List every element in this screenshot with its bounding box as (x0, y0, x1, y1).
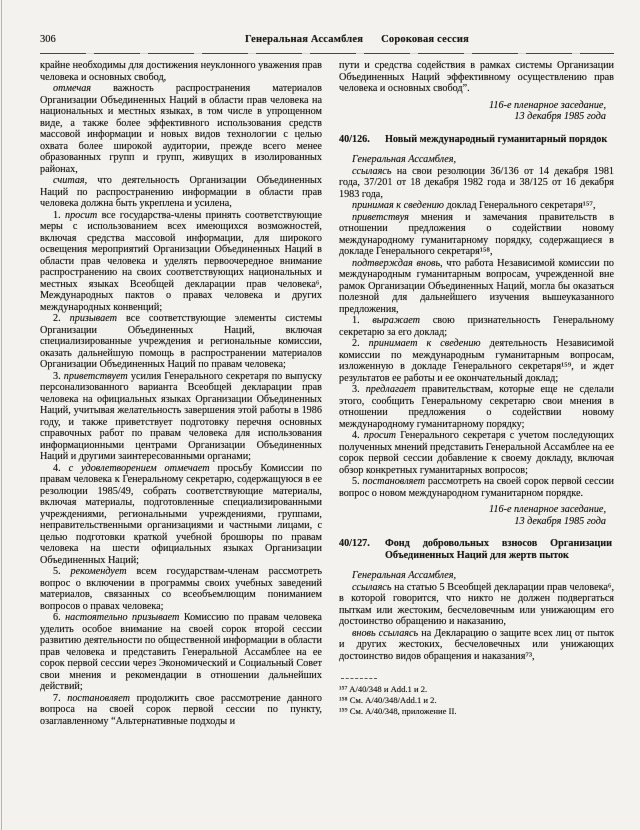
paragraph-text: все государства-члены принять соответствующие меры с использованием всех имеющихся возможностей, включая средства массовой информации, для широкого освещения мероприятий Организации Объединенных Наций в области прав человека и уделять первоочередное внимание распространению на своих соответствующих национальных и местных языках Всеобщей декларации прав человека⁶, Международных пактов о правах человека и других международных конвенций; (40, 209, 322, 313)
paragraph-lead: принимая к сведению (351, 200, 444, 211)
paragraph (339, 212, 614, 258)
footnote-separator (341, 678, 377, 679)
paragraph-number: 6. (53, 612, 61, 623)
paragraph (339, 60, 614, 95)
footnote-text: A/40/348 и Add.1 и 2. (349, 684, 428, 694)
session-note-line2: 13 декабря 1985 года (514, 515, 606, 527)
paragraph (40, 175, 322, 210)
paragraph-text: что деятельность Организации Объединенных Наций по распространению информации в области прав человека должна быть укреплена и усилена, (40, 175, 322, 209)
paragraph-number: 2. (351, 338, 360, 349)
paragraph (339, 258, 614, 316)
paragraph-number: 2. (53, 313, 61, 324)
paragraph-number: 1. (53, 209, 61, 221)
paragraph (339, 384, 614, 430)
paragraph-lead: ссылаясь (351, 165, 392, 177)
paragraph-number: 5. (53, 566, 61, 577)
paragraph-text: Комиссию по правам человека уделить особое внимание на своей сорок второй сессии развитию деятельности по общественной информации в области прав человека и представить Генеральной Ассамблее на ее сорок первой сессии через Экономический и Социальный Совет свои мнения и рекомендации в отношении дальнейших действий; (40, 612, 322, 692)
paragraph-lead: выражает (372, 315, 421, 326)
paragraph-lead: просит (64, 209, 98, 221)
footnote (339, 706, 614, 717)
header-rule (40, 53, 614, 54)
paragraph-text: на свои резолюции 36/136 от 14 декабря 1981 года, 37/201 от 18 декабря 1982 года и 38/125 от 16 декабря 1983 года, (338, 165, 615, 200)
resolution-title: Новый международный гуманитарный порядок (384, 133, 608, 145)
paragraph-number: 7. (53, 692, 61, 704)
paragraph-text: важность распространения материалов Организации Объединенных Наций в области прав человека на национальных и местных языках, в том числе в упрощенном виде, а также более эффективного использования средств массовой информации и новых видов технологии с целью охвата более широкой аудитории, прежде всего менее образованных групп и групп, живущих в изолированных районах, (40, 83, 322, 175)
paragraph (40, 566, 322, 612)
session-note-line1: 116-е пленарное заседание, (489, 99, 606, 111)
paragraph-text: все соответствующие элементы системы Организации Объединенных Наций, включая специализированные учреждения и региональные комиссии, оказать дальнейшую помощь в распространении материалов Организации Объединенных Наций по правам человека; (40, 313, 322, 370)
paragraph-text: Генерального секретаря с учетом последующих полученных мнений представить Генеральной Ассамблее на ее сорок первой сессии добавление к своему докладу, включая обзор конкретных гуманитарных вопросов; (338, 430, 615, 476)
running-head (160, 34, 554, 45)
paragraph-lead: считая, (53, 175, 88, 186)
paragraph (40, 612, 322, 693)
session-note (339, 100, 614, 123)
paragraph-text: мнения и замечания правительств в отношении предложения о содействии новому международному гуманитарному порядку, содержащиеся в докладе Генерального секретаря¹⁵⁸, (338, 211, 615, 257)
paragraph-text: доклад Генерального секретаря¹⁵⁷, (446, 200, 596, 211)
paragraph-text: всем государствам-членам рассмотреть вопрос о включении в программы своих учебных заведений материалов, связанных со всеобъемлющим пониманием вопросов о правах человека; (40, 566, 322, 612)
running-head-right: Сороковая сессия (381, 34, 469, 45)
paragraph-text: на статью 5 Всеобщей декларации прав человека⁶, в которой говорится, что никто не должен подвергаться пыткам или жестоким, бесчеловечным или унижающим его достоинство обращению и наказанию, (338, 581, 615, 627)
paragraph-number: 3. (351, 384, 360, 395)
footnotes (339, 678, 614, 717)
paragraph: Генеральная Ассамблея, (351, 570, 457, 581)
page-number: 306 (40, 34, 56, 45)
page-header (40, 34, 614, 49)
paragraph (40, 463, 322, 567)
paragraph-lead: призывает (69, 313, 117, 324)
paragraph-text: деятельность Независимой комиссии по международным гуманитарным вопросам, изложенную в докладе Генерального секретаря¹⁵⁹, и ждет результатов ее работы и ее окончательный доклад; (338, 338, 615, 384)
paragraph-number: 4. (53, 462, 61, 474)
paragraph-lead: с удовлетворением отмечает (68, 462, 210, 474)
footnote (339, 695, 614, 706)
two-column-text (40, 60, 614, 727)
paragraph (339, 582, 614, 628)
paragraph (40, 83, 322, 175)
paragraph-lead: предлагает (365, 384, 416, 395)
paragraph-text: рассмотреть на своей сорок первой сессии вопрос о новом международном гуманитарном порядке. (338, 476, 614, 499)
paragraph-text: крайне необходимы для достижения неуклонного уважения прав человека и основных свобод, (40, 60, 322, 83)
paragraph (339, 166, 614, 201)
paragraph-lead: отмечая (53, 83, 92, 94)
footnote-text: См. A/40/348/Add.1 и 2. (349, 695, 437, 705)
paragraph-text: просьбу Комиссии по правам человека к Генеральному секретарю, содержащуюся в ее резолюции 1985/49, собрать соответствующие материалы, включая материалы, подготовленные специализированными учреждениями, региональными учреждениями, группами, неправительственными организациями и частными лицами, с целью подготовки краткой учебной брошюры по правам человека на шести официальных языках Организации Объединенных Наций; (40, 462, 322, 566)
resolution-number: 40/127. (338, 538, 370, 549)
paragraph (339, 430, 614, 476)
paragraph-lead: постановляет (362, 476, 426, 487)
footnote-text: См. A/40/348, приложение II. (349, 706, 457, 716)
paragraph-lead: постановляет (67, 692, 131, 704)
resolution-title: Фонд добровольных взносов Организации Объединенных Наций для жертв пыток (384, 538, 612, 561)
paragraph-lead: рекомендует (70, 566, 127, 577)
footnote-marker: ¹⁵⁸ (338, 695, 348, 705)
paragraph (40, 371, 322, 463)
paragraph-lead: настоятельно призывает (65, 612, 180, 623)
running-head-left: Генеральная Ассамблея (245, 34, 364, 45)
paragraph-text: продолжить свое рассмотрение данного вопроса на своей сорок первой сессии по пункту, озаглавленному “Альтернативные подходы и (40, 692, 322, 727)
paragraph-lead: подтверждая вновь, (351, 257, 443, 269)
session-note-line1: 116-е пленарное заседание, (489, 504, 606, 515)
paragraph-text: свою признательность Генеральному секретарю за его доклад; (338, 315, 614, 338)
paragraph (40, 313, 322, 371)
resolution-heading (339, 134, 614, 146)
left-column (40, 60, 322, 727)
paragraph-lead: ссылаясь (351, 581, 392, 593)
paragraph (40, 60, 322, 83)
scan-edge-artifact (1, 0, 2, 830)
session-note (339, 504, 614, 527)
paragraph (339, 315, 614, 338)
session-note-line2: 13 декабря 1985 года (514, 111, 606, 122)
paragraph (40, 693, 322, 728)
paragraph-text: пути и средства содействия в рамках системы Организации Объединенных Наций эффективному осуществлению прав человека и основных свобод”. (338, 60, 614, 94)
paragraph (40, 210, 322, 314)
paragraph-text: на Декларацию о защите всех лиц от пыток и других жестоких, бесчеловечных или унижающих достоинство видов обращения и наказания⁷³, (338, 627, 614, 662)
paragraph-text: правительствам, которые еще не сделали этого, сообщить Генеральному секретарю свои мнения в отношении предложения о содействии новому международному гуманитарному порядку; (338, 384, 615, 430)
paragraph-number: 5. (351, 476, 360, 487)
paragraph-lead: вновь ссылаясь (351, 627, 419, 639)
footnote-marker: ¹⁵⁹ (338, 706, 348, 716)
footnote-marker: ¹⁵⁷ (338, 684, 348, 694)
paragraph (339, 338, 614, 384)
paragraph-number: 1. (351, 315, 360, 326)
paragraph-number: 4. (351, 430, 360, 441)
paragraph-number: 3. (53, 370, 61, 382)
resolution-number: 40/126. (338, 133, 370, 145)
footnote (339, 684, 614, 695)
paragraph (339, 476, 614, 499)
paragraph-lead: приветствует (63, 370, 128, 382)
paragraph-text: усилия Генерального секретаря по выпуску персонализованного варианта Всеобщей декларации прав человека на официальных языках Организации Объединенных Наций, учитывая желательность завершения этой работы в 1986 году, и также приветствует подготовку перечня основных справочных работ по правам человека для использования информационными центрами Организации Объединенных Наций и другими заинтересованными органами; (40, 370, 322, 462)
paragraph (339, 200, 614, 212)
resolution-heading (339, 538, 614, 561)
right-column (339, 60, 614, 727)
paragraph: Генеральная Ассамблея, (351, 154, 457, 165)
paragraph-lead: принимает к сведению (368, 338, 481, 349)
paragraph-text: что работа Независимой комиссии по международным гуманитарным вопросам, учрежденной вне рамок Организации Объединенных Наций, могла бы оказаться полезной для дальнейшего изучения вышеуказанного предложения, (338, 257, 614, 315)
paragraph (339, 628, 614, 663)
paragraph-lead: приветствуя (351, 211, 409, 223)
paragraph-lead: просит (363, 430, 397, 441)
